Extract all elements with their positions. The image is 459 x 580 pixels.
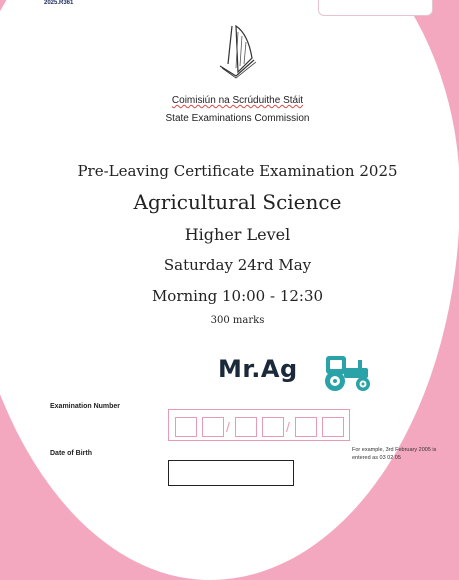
exam-number-digit-2[interactable]: [202, 417, 224, 437]
separator-slash: /: [226, 419, 230, 435]
exam-number-digit-5[interactable]: [295, 417, 317, 437]
exam-marks: 300 marks: [210, 315, 265, 326]
tractor-icon: [320, 352, 374, 392]
exam-number-field[interactable]: [168, 409, 350, 441]
candidate-box: [318, 0, 433, 16]
harp-book-icon: [214, 20, 262, 82]
paper-code: 2025.R361: [44, 0, 74, 6]
date-format-hint: For example, 3rd February 2005 is entered as 03 02 05: [352, 447, 437, 461]
exam-time: Morning 10:00 - 12:30: [151, 287, 324, 305]
exam-number-digit-4[interactable]: [262, 417, 284, 437]
subject-title: Agricultural Science: [133, 190, 342, 214]
commission-english-name: State Examinations Commission: [165, 113, 310, 124]
exam-date: Saturday 24rd May: [163, 256, 312, 274]
separator-slash: /: [286, 419, 290, 435]
date-of-birth-label: Date of Birth: [50, 450, 92, 457]
exam-title: Pre-Leaving Certificate Examination 2025: [77, 162, 398, 180]
exam-level: Higher Level: [184, 225, 291, 244]
exam-number-digit-3[interactable]: [235, 417, 257, 437]
date-of-birth-field[interactable]: [168, 460, 294, 486]
exam-number-digit-1[interactable]: [175, 417, 197, 437]
exam-number-digit-6[interactable]: [322, 417, 344, 437]
brand-logo-text: Mr.Ag: [218, 355, 298, 383]
commission-irish-name: Coimisiún na Scrúduithe Stáit: [171, 95, 304, 106]
exam-number-label: Examination Number: [50, 403, 121, 410]
